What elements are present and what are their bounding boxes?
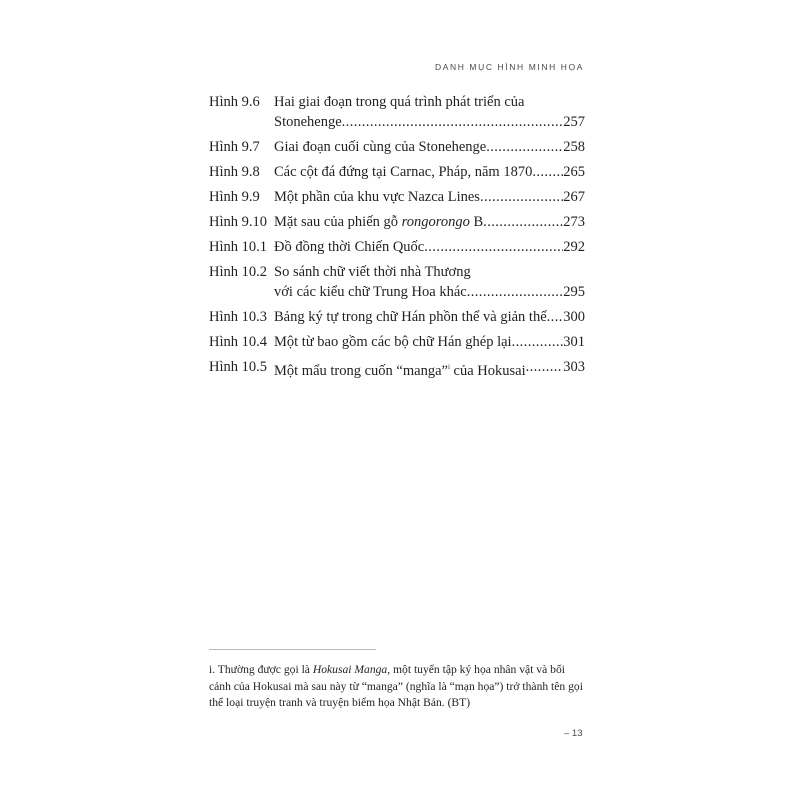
footnote: i. Thường được gọi là Hokusai Manga, một tuyển tập ký họa nhân vật và bối cảnh của Hokusai mà sau này từ “manga” (nghĩa là “mạn họa”) trở thành tên gọi thể loại truyện tranh và truyện biếm họa Nhật Bản. (BT) bbox=[209, 663, 583, 709]
figure-label: Hình 9.10 bbox=[209, 214, 267, 230]
figure-label: Hình 10.4 bbox=[209, 334, 267, 350]
dot-leader bbox=[467, 282, 564, 302]
dot-leader bbox=[424, 237, 563, 257]
dot-leader bbox=[532, 162, 563, 182]
list-item bbox=[209, 357, 585, 381]
figure-label: Hình 9.9 bbox=[209, 189, 260, 205]
dot-leader bbox=[547, 307, 564, 327]
page-number: 257 bbox=[563, 114, 585, 130]
page-number: 303 bbox=[563, 359, 585, 375]
figure-label: Hình 9.6 bbox=[209, 94, 260, 110]
page-number: 292 bbox=[563, 239, 585, 255]
page-number: 300 bbox=[563, 309, 585, 325]
dot-leader bbox=[342, 112, 564, 132]
figure-label: Hình 9.7 bbox=[209, 139, 260, 155]
page-number: 273 bbox=[563, 214, 585, 230]
entry-title-line: Hai giai đoạn trong quá trình phát triển của bbox=[274, 94, 525, 110]
list-item bbox=[209, 237, 585, 257]
list-item bbox=[209, 332, 585, 352]
figure-label: Hình 9.8 bbox=[209, 164, 260, 180]
list-item bbox=[209, 307, 585, 327]
footnote-divider bbox=[209, 649, 376, 650]
footnote-italic: Hokusai Manga bbox=[312, 663, 388, 676]
list-item bbox=[209, 262, 585, 302]
dot-leader bbox=[483, 212, 563, 232]
entry-title: Một mẩu trong cuốn “manga”$^i$ của Hokusai bbox=[274, 363, 526, 379]
page-number: 295 bbox=[563, 284, 585, 300]
list-item bbox=[209, 137, 585, 157]
dot-leader bbox=[486, 137, 563, 157]
entry-title: Stonehenge bbox=[274, 114, 342, 130]
entry-title: Giai đoạn cuối cùng của Stonehenge bbox=[274, 139, 487, 155]
entry-title-italic: rongorongo bbox=[401, 214, 470, 230]
list-item bbox=[209, 162, 585, 182]
entry-title: Mặt sau của phiến gỗ rongorongo B bbox=[274, 214, 484, 230]
figure-label: Hình 10.1 bbox=[209, 239, 267, 255]
dot-leader bbox=[480, 187, 563, 207]
figure-label: Hình 10.5 bbox=[209, 359, 267, 375]
figure-label: Hình 10.2 bbox=[209, 264, 267, 280]
entry-title: Các cột đá đứng tại Carnac, Pháp, năm 1870 bbox=[274, 164, 533, 180]
page-number: 265 bbox=[563, 164, 585, 180]
page-number: 301 bbox=[563, 334, 585, 350]
figure-label: Hình 10.3 bbox=[209, 309, 267, 325]
footnote-marker: i bbox=[447, 363, 450, 371]
entry-title: với các kiểu chữ Trung Hoa khác bbox=[274, 284, 467, 300]
list-item bbox=[209, 212, 585, 232]
running-head: DANH MỤC HÌNH MINH HỌA bbox=[434, 62, 584, 72]
dot-leader bbox=[526, 357, 564, 381]
figure-list bbox=[209, 92, 585, 386]
entry-title: Một phần của khu vực Nazca Lines bbox=[274, 189, 480, 205]
entry-title: Một từ bao gồm các bộ chữ Hán ghép lại bbox=[274, 334, 512, 350]
page-number: 258 bbox=[563, 139, 585, 155]
entry-title: Bảng ký tự trong chữ Hán phồn thể và giản thể bbox=[274, 309, 547, 325]
entry-title-line: So sánh chữ viết thời nhà Thương bbox=[274, 264, 471, 280]
page-number: 267 bbox=[563, 189, 585, 205]
dot-leader bbox=[512, 332, 564, 352]
list-item bbox=[209, 92, 585, 132]
entry-title: Đồ đồng thời Chiến Quốc bbox=[274, 239, 425, 255]
list-item bbox=[209, 187, 585, 207]
page-number-footer: – 13 bbox=[564, 728, 583, 739]
